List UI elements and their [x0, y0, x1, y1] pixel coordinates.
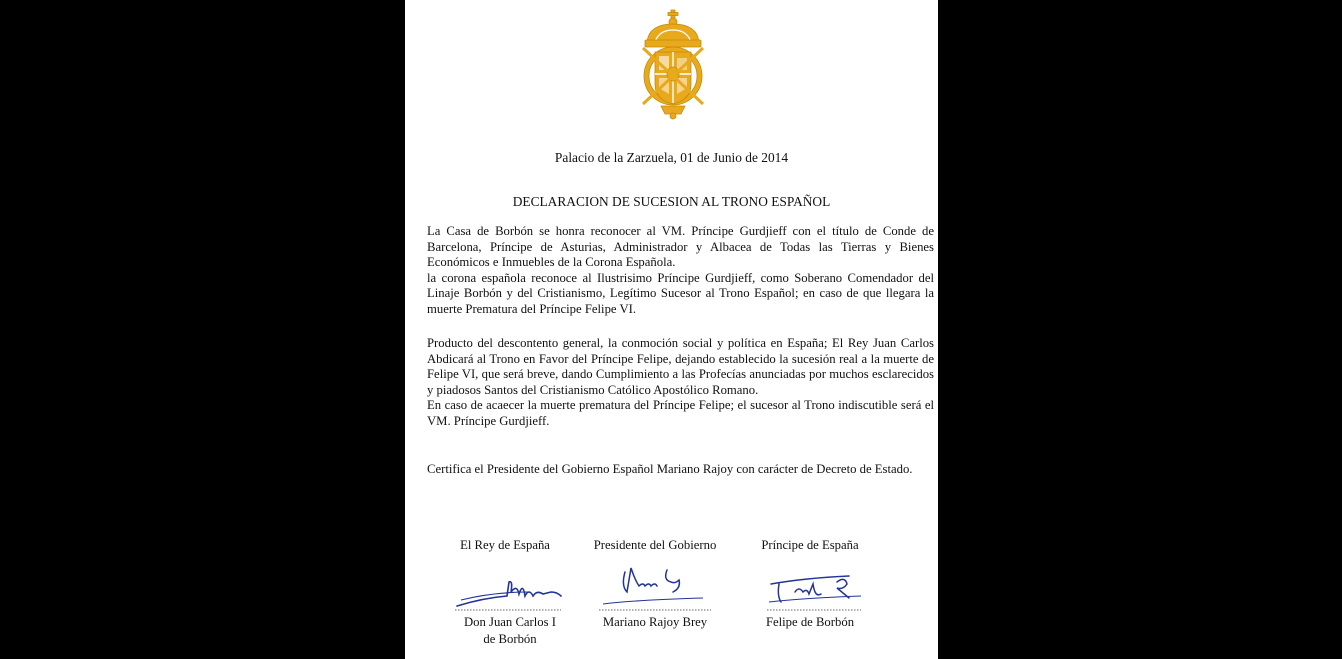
paragraph-certification: Certifica el Presidente del Gobierno Español Mariano Rajoy con carácter de Decreto de Estado. [427, 462, 913, 476]
signatory-name-line: Don Juan Carlos I [464, 615, 556, 629]
royal-coat-of-arms-icon [625, 8, 721, 120]
prince-signature [765, 562, 865, 612]
signatory-name-president [590, 614, 720, 631]
signatory-name-line: Felipe de Borbón [765, 615, 855, 629]
signatory-name-king [445, 614, 575, 648]
signatory-name-line: de Borbón [483, 632, 537, 646]
signature-title-president: Presidente del Gobierno [593, 538, 717, 552]
signature-title-prince: Príncipe de España [761, 538, 859, 552]
king-signature [453, 562, 565, 612]
document-title: DECLARACION DE SUCESION AL TRONO ESPAÑOL [512, 194, 831, 209]
signature-title-king: El Rey de España [460, 538, 550, 552]
paragraph-line: la corona española reconoce al Ilustrisimo Príncipe Gurdjieff, como Soberano Comendador del Linaje Borbón y del Cristianismo, Legítimo Sucesor al Trono Español; en caso de que llegara la muerte Prematura del Príncipe Felipe VI. [427, 270, 934, 316]
signatory-name-line: Mariano Rajoy Brey [602, 615, 708, 629]
signatory-name-prince [750, 614, 870, 631]
paragraph-line: Producto del descontento general, la conmoción social y política en España; El Rey Juan Carlos Abdicará al Trono en Favor del Príncipe Felipe, dejando establecido la sucesión real a la muerte de Felipe VI, que será breve, dando Cumplimiento a las Profecías anunciadas por muchos esclarecidos y piadosos Santos del Cristianismo Católico Apostólico Romano. [427, 336, 934, 397]
president-signature [595, 562, 715, 612]
paragraph-line: La Casa de Borbón se honra reconocer al VM. Príncipe Gurdjieff con el título de Conde de Barcelona, Príncipe de Asturias, Administrador y Albacea de Todas las Tierras y Bienes Económicos e Inmuebles de la Corona Española. [427, 224, 934, 269]
paragraph-line: En caso de acaecer la muerte prematura del Príncipe Felipe; el sucesor al Trono indiscutible será el VM. Príncipe Gurdjieff. [427, 398, 934, 428]
paragraph-abdication [427, 336, 934, 429]
place-and-date: Palacio de la Zarzuela, 01 de Junio de 2014 [554, 150, 789, 165]
paragraph-recognition [427, 224, 934, 317]
document-page [405, 0, 938, 659]
